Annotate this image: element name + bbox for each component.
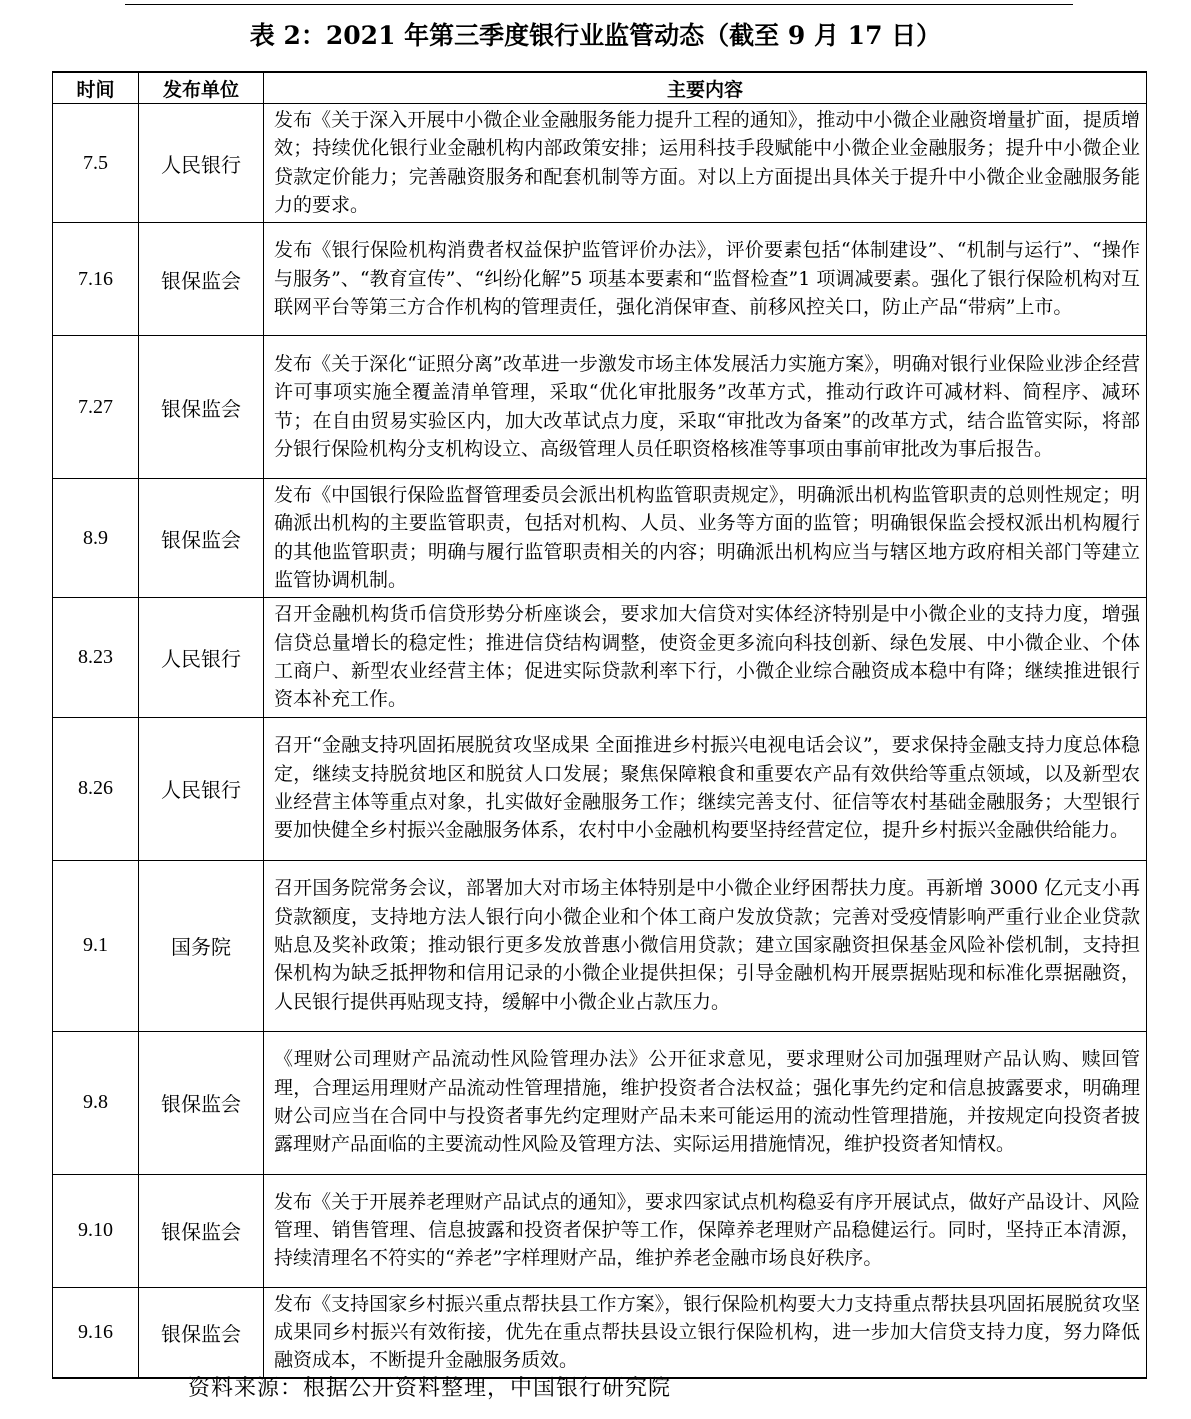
header-date: 时间	[53, 72, 139, 104]
row-content: 发布《关于开展养老理财产品试点的通知》，要求四家试点机构稳妥有序开展试点，做好产品设计、风险管理、销售管理、信息披露和投资者保护等工作，保障养老理财产品稳健运行。同时，坚持正本清源，持续清理名不符实的“养老”字样理财产品，维护养老金融市场良好秩序。	[264, 1174, 1147, 1287]
row-date: 9.16	[53, 1287, 139, 1378]
table-row	[53, 1031, 1147, 1174]
table-header-row	[53, 72, 1147, 104]
header-org: 发布单位	[139, 72, 264, 104]
row-org: 人民银行	[139, 104, 264, 223]
row-content: 发布《支持国家乡村振兴重点帮扶县工作方案》，银行保险机构要大力支持重点帮扶县巩固拓展脱贫攻坚成果同乡村振兴有效衔接，优先在重点帮扶县设立银行保险机构，进一步加大信贷支持力度，努力降低融资成本，不断提升金融服务质效。	[264, 1287, 1147, 1378]
header-content: 主要内容	[264, 72, 1147, 104]
source-note: 资料来源：根据公开资料整理，中国银行研究院	[188, 1376, 672, 1401]
row-org: 银保监会	[139, 336, 264, 479]
row-date: 9.1	[53, 860, 139, 1031]
table-row	[53, 717, 1147, 860]
row-content: 发布《关于深入开展中小微企业金融服务能力提升工程的通知》，推动中小微企业融资增量扩面，提质增效；持续优化银行业金融机构内部政策安排；运用科技手段赋能中小微企业金融服务；提升中小微企业贷款定价能力；完善融资服务和配套机制等方面。对以上方面提出具体关于提升中小微企业金融服务能力的要求。	[264, 104, 1147, 223]
table-row	[53, 598, 1147, 717]
regulation-table	[52, 71, 1147, 1379]
row-content: 召开金融机构货币信贷形势分析座谈会，要求加大信贷对实体经济特别是中小微企业的支持力度，增强信贷总量增长的稳定性；推进信贷结构调整，使资金更多流向科技创新、绿色发展、中小微企业、个体工商户、新型农业经营主体；促进实际贷款利率下行，小微企业综合融资成本稳中有降；继续推进银行资本补充工作。	[264, 598, 1147, 717]
row-content: 召开“金融支持巩固拓展脱贫攻坚成果 全面推进乡村振兴电视电话会议”，要求保持金融支持力度总体稳定，继续支持脱贫地区和脱贫人口发展；聚焦保障粮食和重要农产品有效供给等重点领域，以及新型农业经营主体等重点对象，扎实做好金融服务工作；继续完善支付、征信等农村基础金融服务；大型银行要加快健全乡村振兴金融服务体系，农村中小金融机构要坚持经营定位，提升乡村振兴金融供给能力。	[264, 717, 1147, 860]
row-date: 9.10	[53, 1174, 139, 1287]
row-date: 8.9	[53, 479, 139, 598]
table-row	[53, 860, 1147, 1031]
row-date: 8.23	[53, 598, 139, 717]
row-content: 发布《中国银行保险监督管理委员会派出机构监管职责规定》，明确派出机构监管职责的总则性规定；明确派出机构的主要监管职责，包括对机构、人员、业务等方面的监管；明确银保监会授权派出机构履行的其他监管职责；明确与履行监管职责相关的内容；明确派出机构应当与辖区地方政府相关部门等建立监管协调机制。	[264, 479, 1147, 598]
row-org: 银保监会	[139, 1174, 264, 1287]
row-org: 人民银行	[139, 598, 264, 717]
row-content: 发布《关于深化“证照分离”改革进一步激发市场主体发展活力实施方案》，明确对银行业保险业涉企经营许可事项实施全覆盖清单管理，采取“优化审批服务”改革方式，推动行政许可减材料、简程序、减环节；在自由贸易实验区内，加大改革试点力度，采取“审批改为备案”的改革方式，结合监管实际，将部分银行保险机构分支机构设立、高级管理人员任职资格核准等事项由事前审批改为事后报告。	[264, 336, 1147, 479]
table-row	[53, 479, 1147, 598]
row-date: 7.5	[53, 104, 139, 223]
row-org: 银保监会	[139, 479, 264, 598]
top-rule	[125, 4, 1073, 5]
row-content: 发布《银行保险机构消费者权益保护监管评价办法》，评价要素包括“体制建设”、“机制与运行”、“操作与服务”、“教育宣传”、“纠纷化解”5 项基本要素和“监督检查”1 项调减要素。强化了银行保险机构对互联网平台等第三方合作机构的管理责任，强化消保审查、前移风控关口，防止产品“带病”上市。	[264, 223, 1147, 336]
row-date: 8.26	[53, 717, 139, 860]
row-org: 银保监会	[139, 1031, 264, 1174]
row-org: 银保监会	[139, 223, 264, 336]
row-org: 银保监会	[139, 1287, 264, 1378]
table-title: 表 2：2021 年第三季度银行业监管动态（截至 9 月 17 日）	[249, 21, 942, 50]
row-content: 《理财公司理财产品流动性风险管理办法》公开征求意见，要求理财公司加强理财产品认购、赎回管理，合理运用理财产品流动性管理措施，维护投资者合法权益；强化事先约定和信息披露要求，明确理财公司应当在合同中与投资者事先约定理财产品未来可能运用的流动性管理措施，并按规定向投资者披露理财产品面临的主要流动性风险及管理方法、实际运用措施情况，维护投资者知情权。	[264, 1031, 1147, 1174]
row-date: 9.8	[53, 1031, 139, 1174]
table-row	[53, 223, 1147, 336]
row-org: 国务院	[139, 860, 264, 1031]
row-date: 7.16	[53, 223, 139, 336]
row-content: 召开国务院常务会议，部署加大对市场主体特别是中小微企业纾困帮扶力度。再新增 3000 亿元支小再贷款额度，支持地方法人银行向小微企业和个体工商户发放贷款；完善对受疫情影响严重行业企业贷款贴息及奖补政策；推动银行更多发放普惠小微信用贷款；建立国家融资担保基金风险补偿机制，支持担保机构为缺乏抵押物和信用记录的小微企业提供担保；引导金融机构开展票据贴现和标准化票据融资，人民银行提供再贴现支持，缓解中小微企业占款压力。	[264, 860, 1147, 1031]
row-date: 7.27	[53, 336, 139, 479]
table-row	[53, 336, 1147, 479]
table-row	[53, 1287, 1147, 1378]
row-org: 人民银行	[139, 717, 264, 860]
table-row	[53, 1174, 1147, 1287]
table-row	[53, 104, 1147, 223]
